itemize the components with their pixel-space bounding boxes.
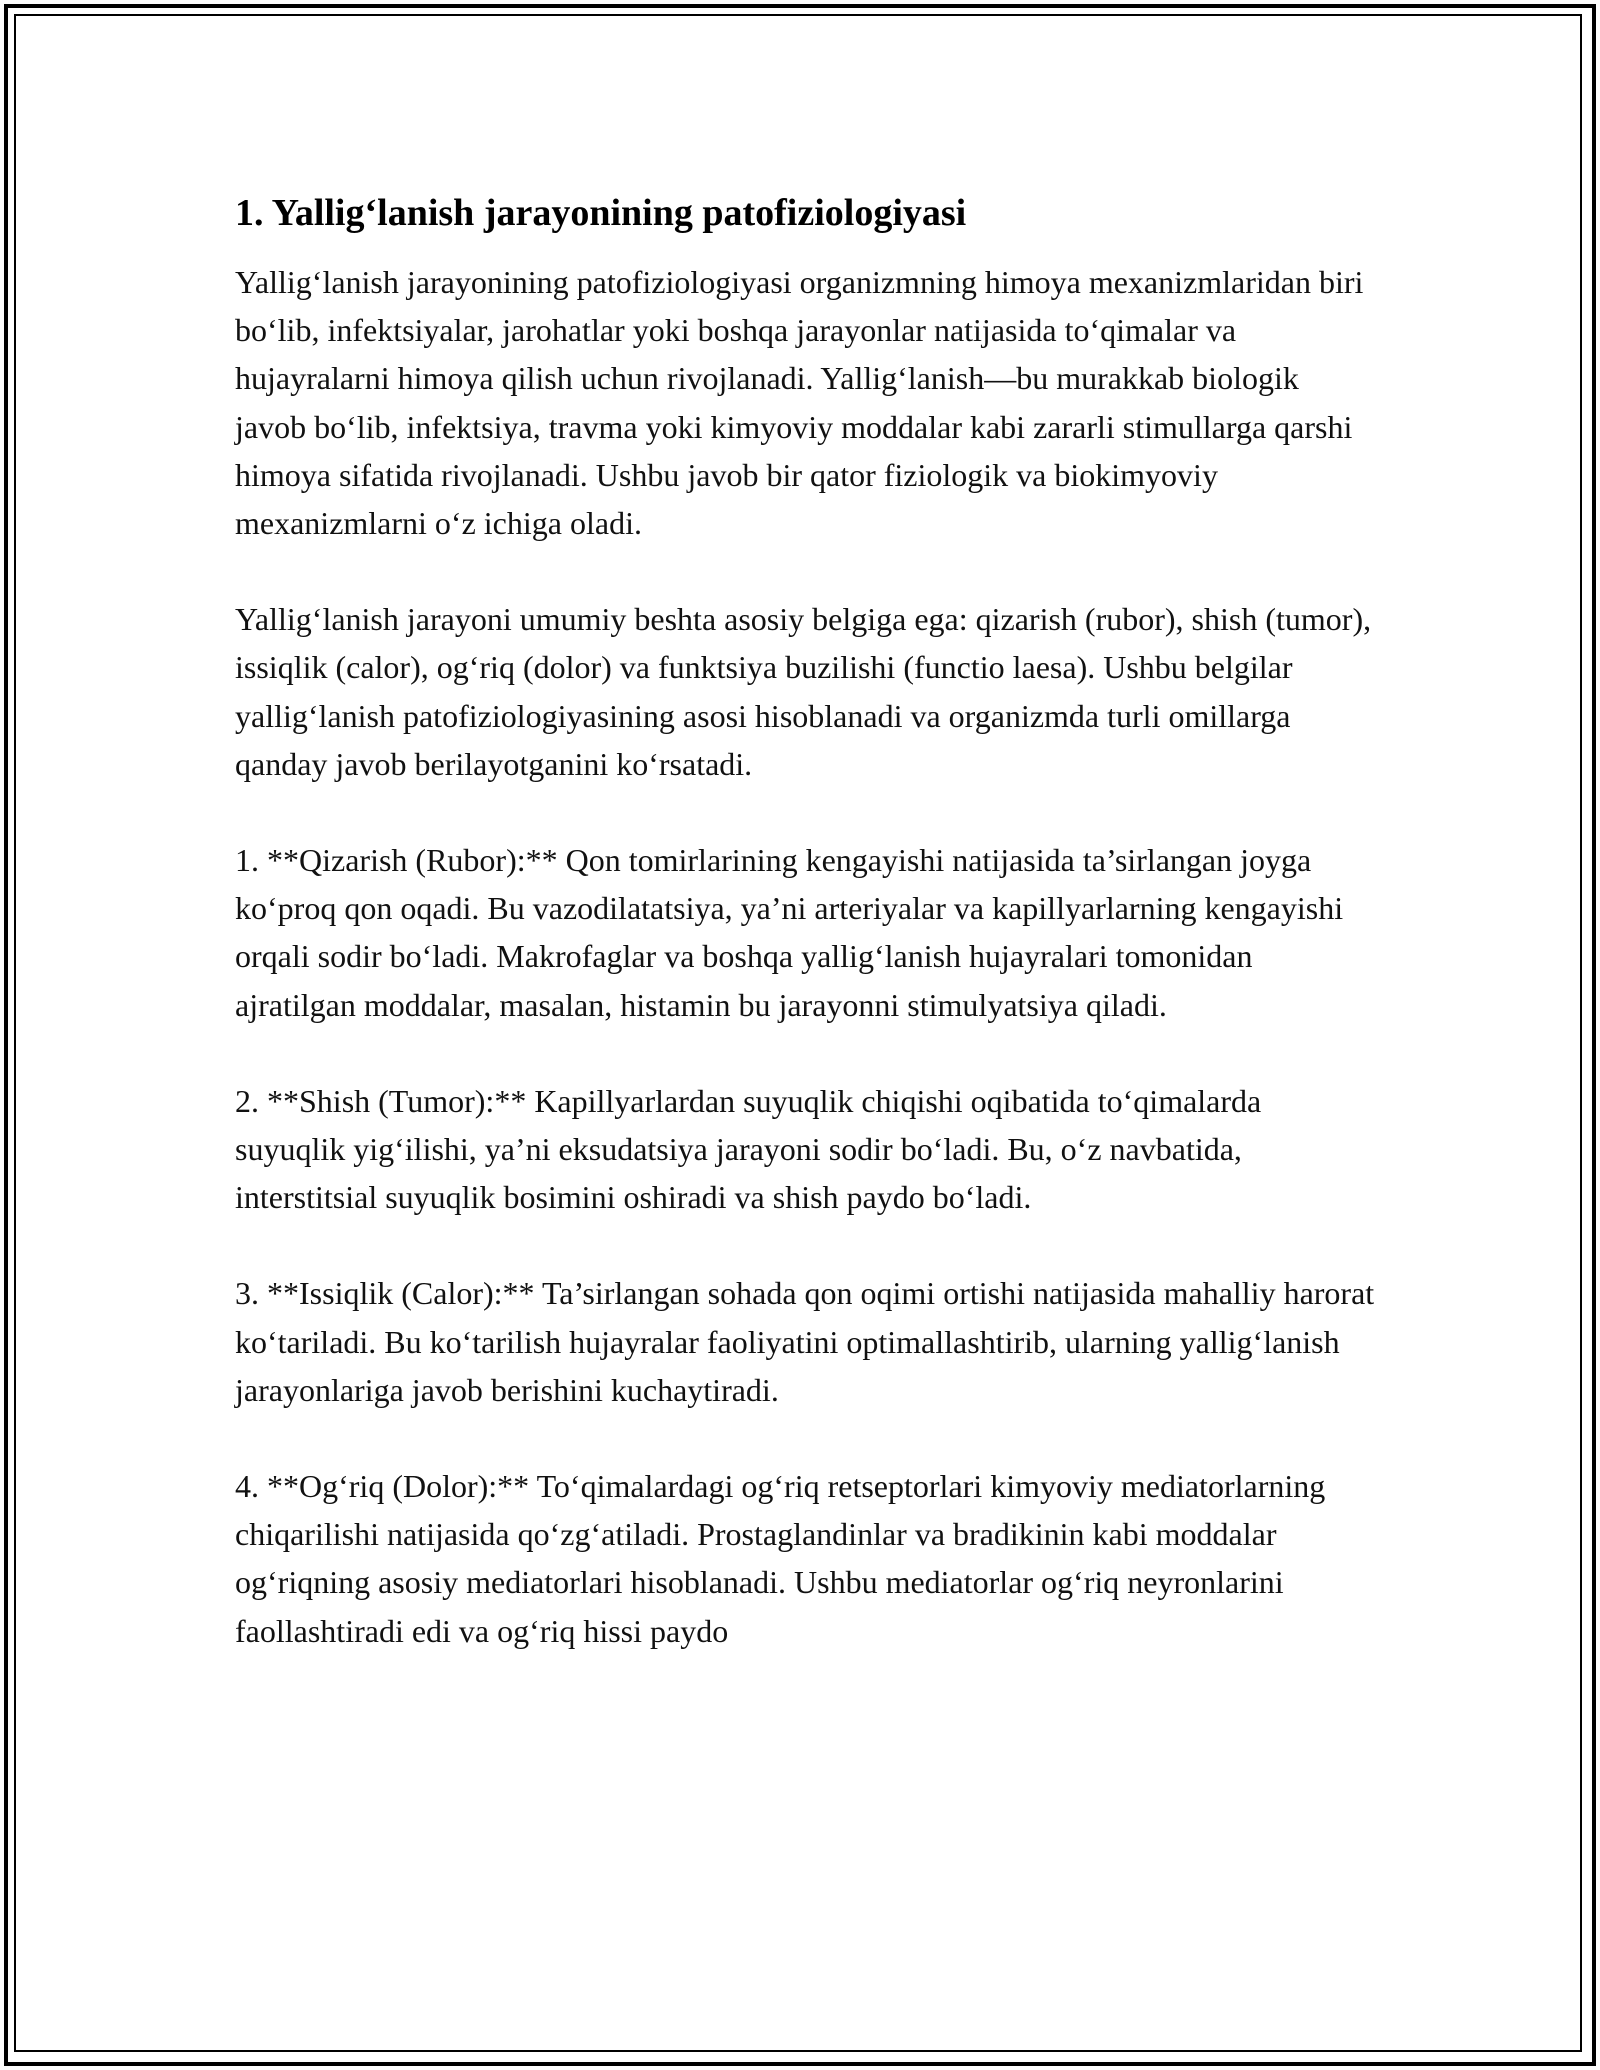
dolor-paragraph: 4. **Og‘riq (Dolor):** To‘qimalardagi og‘riq retseptorlari kimyoviy mediatorlarning chiqarilishi natijasida qo‘zg‘atiladi. Prostaglandinlar va bradikinin kabi moddalar og‘riqning asosiy mediatorlari hisoblanadi. Ushbu mediatorlar og‘riq neyronlarini faollashtiradi edi va og‘riq hissi paydo	[235, 1468, 1326, 1649]
document-body	[235, 188, 1375, 1655]
rubor-paragraph: 1. **Qizarish (Rubor):** Qon tomirlarining kengayishi natijasida ta’sirlangan joyga ko‘proq qon oqadi. Bu vazodilatatsiya, ya’ni arteriyalar va kapillyarlarning kengayishi orqali sodir bo‘ladi. Makrofaglar va boshqa yallig‘lanish hujayralari tomonidan ajratilgan moddalar, masalan, histamin bu jarayonni stimulyatsiya qiladi.	[235, 842, 1344, 1023]
intro-paragraph: Yallig‘lanish jarayonining patofiziologiyasi organizmning himoya mexanizmlaridan biri bo‘lib, infektsiyalar, jarohatlar yoki boshqa jarayonlar natijasida to‘qimalar va hujayralarni himoya qilish uchun rivojlanadi. Yallig‘lanish—bu murakkab biologik javob bo‘lib, infektsiya, travma yoki kimyoviy moddalar kabi zararli stimullarga qarshi himoya sifatida rivojlanadi. Ushbu javob bir qator fiziologik va biokimyoviy mexanizmlarni o‘z ichiga oladi.	[235, 264, 1364, 542]
tumor-paragraph: 2. **Shish (Tumor):** Kapillyarlardan suyuqlik chiqishi oqibatida to‘qimalarda suyuqlik yig‘ilishi, ya’ni eksudatsiya jarayoni sodir bo‘ladi. Bu, o‘z navbatida, interstitsial suyuqlik bosimini oshiradi va shish paydo bo‘ladi.	[235, 1082, 1262, 1216]
section-heading: 1. Yallig‘lanish jarayonining patofiziologiyasi	[235, 192, 967, 234]
signs-overview-paragraph: Yallig‘lanish jarayoni umumiy beshta asosiy belgiga ega: qizarish (rubor), shish (tumor), issiqlik (calor), og‘riq (dolor) va funktsiya buzilishi (functio laesa). Ushbu belgilar yallig‘lanish patofiziologiyasining asosi hisoblanadi va organizmda turli omillarga qanday javob berilayotganini ko‘rsatadi.	[235, 601, 1372, 782]
calor-paragraph: 3. **Issiqlik (Calor):** Ta’sirlangan sohada qon oqimi ortishi natijasida mahalliy harorat ko‘tariladi. Bu ko‘tarilish hujayralar faoliyatini optimallashtirib, ularning yallig‘lanish jarayonlariga javob berishini kuchaytiradi.	[235, 1275, 1375, 1408]
